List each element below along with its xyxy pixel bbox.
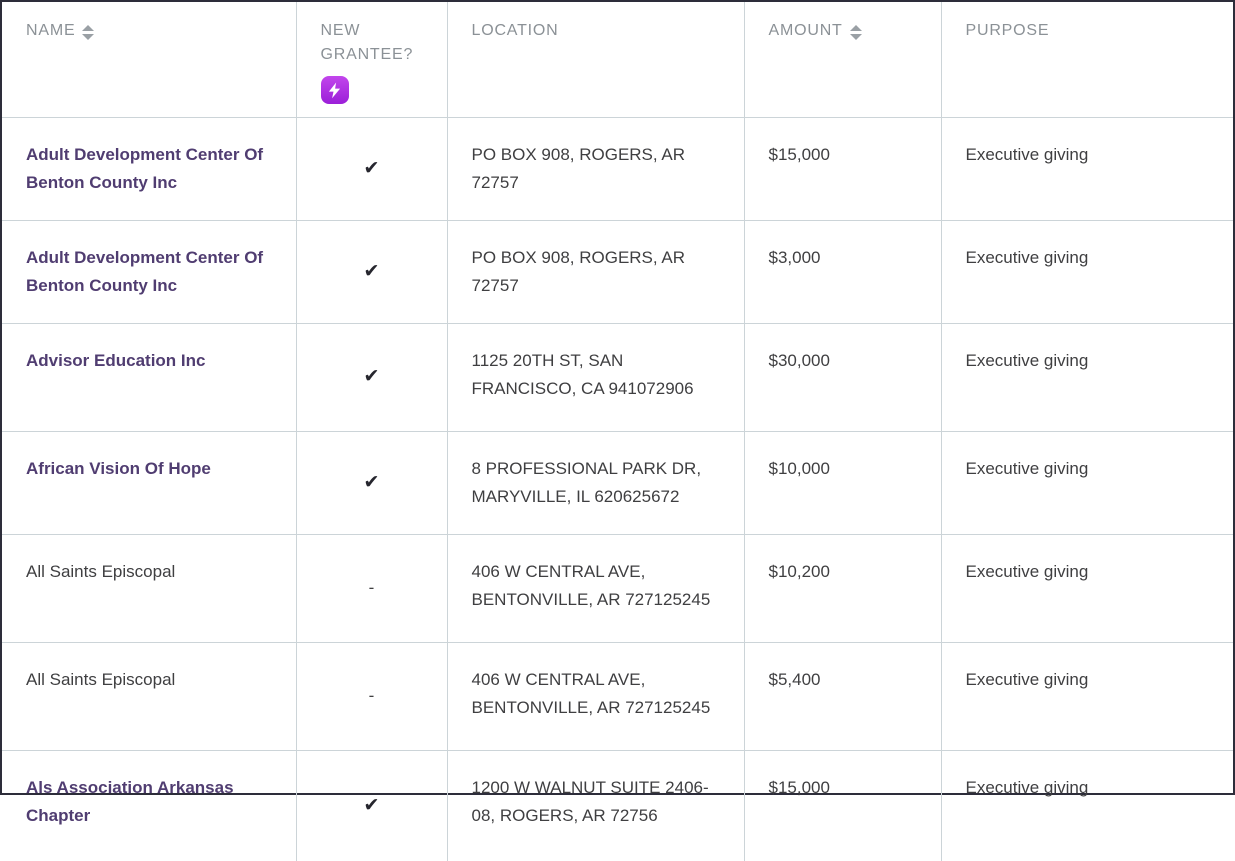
column-header-new-grantee-label: NEW GRANTEE?: [320, 22, 414, 63]
amount-cell: $5,400: [744, 642, 941, 750]
dash-icon: -: [368, 578, 375, 597]
sort-icon[interactable]: [850, 24, 862, 48]
purpose-cell: Executive giving: [941, 323, 1233, 431]
purpose-cell: Executive giving: [941, 642, 1233, 750]
grants-table: [2, 2, 1233, 861]
table-row: [2, 323, 1233, 431]
table-row: [2, 220, 1233, 323]
sort-icon[interactable]: [82, 24, 94, 48]
amount-cell: $15,000: [744, 750, 941, 861]
table-row: [2, 431, 1233, 534]
location-cell: 1200 W WALNUT SUITE 2406-08, ROGERS, AR 72756: [447, 750, 744, 861]
grantee-name-link[interactable]: Adult Development Center Of Benton County Inc: [26, 247, 264, 295]
grantee-name-link[interactable]: Adult Development Center Of Benton County Inc: [26, 144, 264, 192]
location-cell: 406 W CENTRAL AVE, BENTONVILLE, AR 727125245: [447, 642, 744, 750]
column-header-amount[interactable]: [744, 2, 941, 117]
purpose-cell: Executive giving: [941, 750, 1233, 861]
location-cell: 406 W CENTRAL AVE, BENTONVILLE, AR 727125245: [447, 534, 744, 642]
header-row: [2, 2, 1233, 117]
grantee-name-link[interactable]: Als Association Arkansas Chapter: [26, 777, 234, 825]
check-icon: ✔: [363, 157, 380, 179]
check-icon: ✔: [363, 794, 380, 816]
check-icon: ✔: [363, 471, 380, 493]
amount-cell: $3,000: [744, 220, 941, 323]
column-header-new-grantee: [296, 2, 447, 117]
column-header-purpose-label: PURPOSE: [965, 22, 1050, 39]
amount-cell: $15,000: [744, 117, 941, 220]
column-header-name-label: NAME: [26, 22, 76, 39]
purpose-cell: Executive giving: [941, 431, 1233, 534]
location-cell: 8 PROFESSIONAL PARK DR, MARYVILLE, IL 620625672: [447, 431, 744, 534]
table-row: [2, 534, 1233, 642]
purpose-cell: Executive giving: [941, 220, 1233, 323]
grantee-name-text: All Saints Episcopal: [26, 669, 176, 689]
table-row: [2, 642, 1233, 750]
table-row: [2, 750, 1233, 861]
amount-cell: $10,000: [744, 431, 941, 534]
location-cell: PO BOX 908, ROGERS, AR 72757: [447, 220, 744, 323]
grantee-name-text: All Saints Episcopal: [26, 561, 176, 581]
table-row: [2, 117, 1233, 220]
column-header-amount-label: AMOUNT: [768, 22, 843, 39]
purpose-cell: Executive giving: [941, 534, 1233, 642]
purpose-cell: Executive giving: [941, 117, 1233, 220]
dash-icon: -: [368, 686, 375, 705]
amount-cell: $10,200: [744, 534, 941, 642]
location-cell: PO BOX 908, ROGERS, AR 72757: [447, 117, 744, 220]
amount-cell: $30,000: [744, 323, 941, 431]
check-icon: ✔: [363, 260, 380, 282]
column-header-location-label: LOCATION: [471, 22, 559, 39]
location-cell: 1125 20TH ST, SAN FRANCISCO, CA 941072906: [447, 323, 744, 431]
lightning-icon[interactable]: [321, 76, 349, 104]
grantee-name-link[interactable]: Advisor Education Inc: [26, 350, 206, 370]
column-header-name[interactable]: [2, 2, 296, 117]
grantee-name-link[interactable]: African Vision Of Hope: [26, 458, 211, 478]
column-header-purpose: [941, 2, 1233, 117]
column-header-location: [447, 2, 744, 117]
check-icon: ✔: [363, 366, 380, 387]
